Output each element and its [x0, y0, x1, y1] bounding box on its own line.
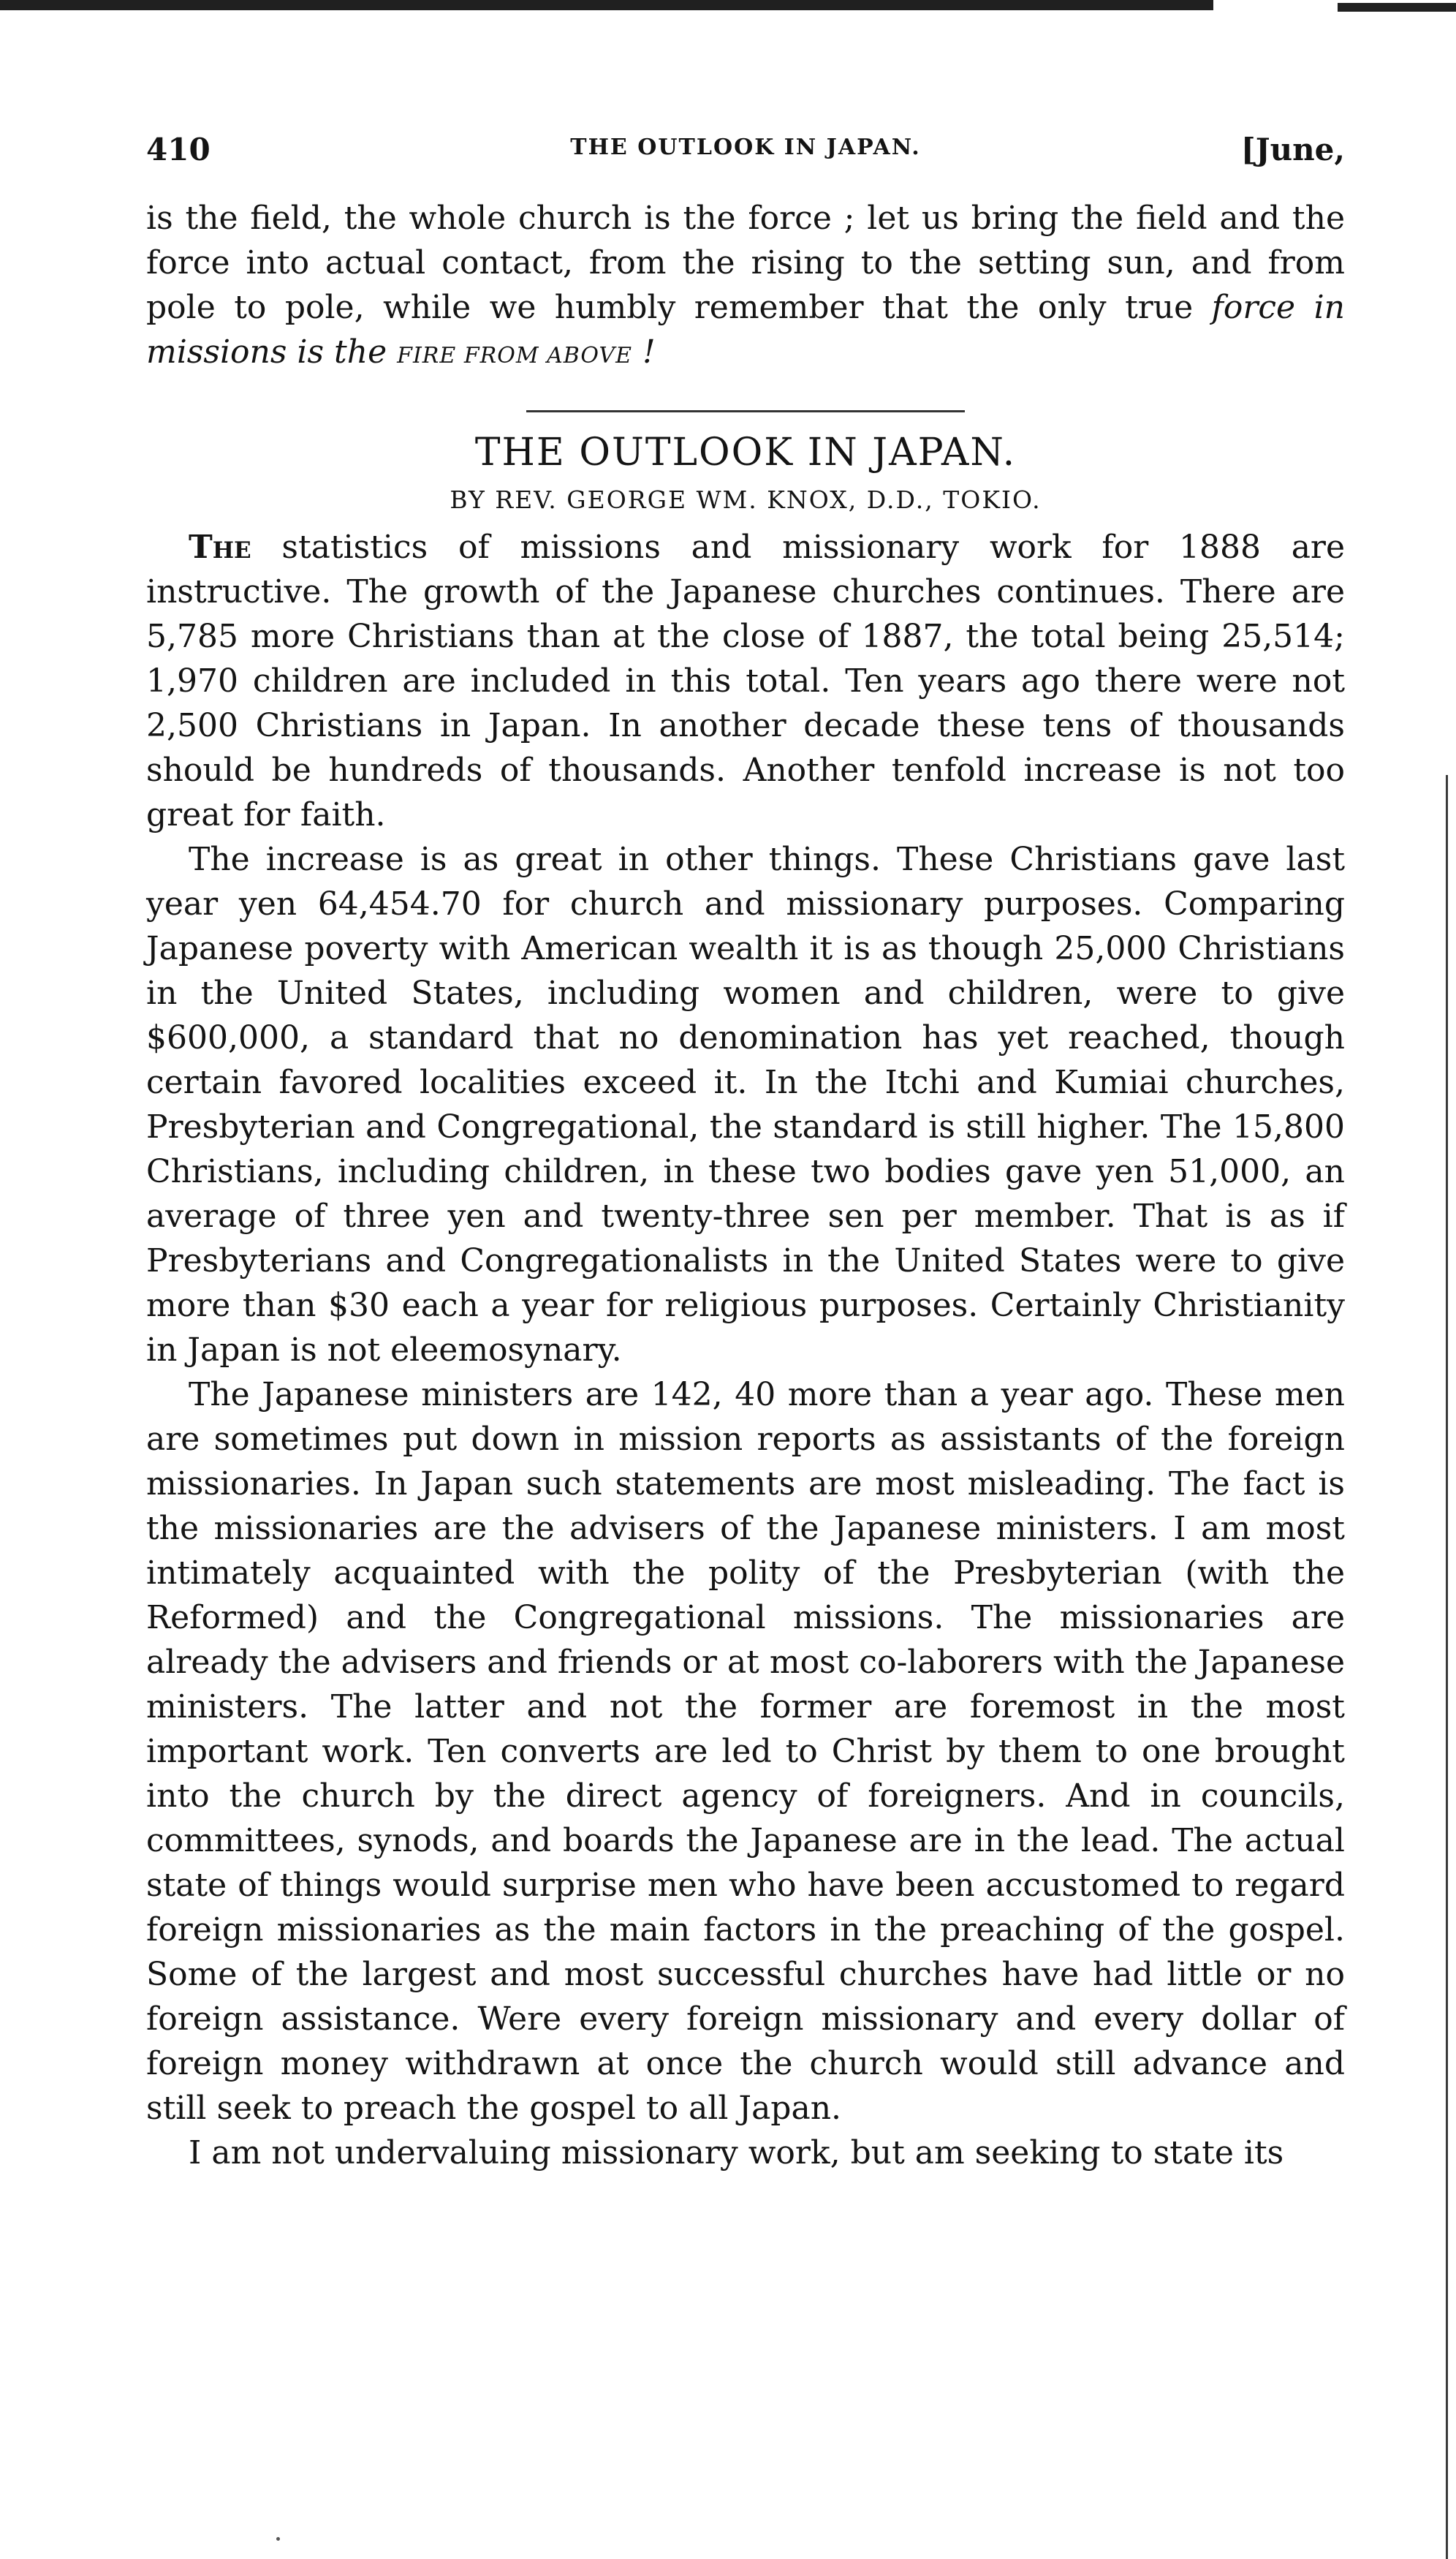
paragraph-3: The Japanese ministers are 142, 40 more than a year ago. These men are sometimes put down in mission reports as assistants of the foreign missionaries. In Japan such statements are most misleading. The fact is the missionaries are the advisers of the Japanese ministers. I am most intimately acquainted with the polity of the Presbyterian (with the Reformed) and the Congregational missions. The missionaries are already the advisers and friends or at most co-laborers with the Japanese ministers. The latter and not the former are foremost in the most important work. Ten converts are led to Christ by them to one brought into the church by the direct agency of foreigners. And in councils, committees, synods, and boards the Japanese are in the lead. The actual state of things would surprise men who have been accustomed to regard foreign missionaries as the main factors in the preaching of the gospel. Some of the largest and most successful churches have had little or no foreign assistance. Were every foreign missionary and every dollar of foreign money withdrawn at once the church would still advance and still seek to preach the gospel to all Japan. — [146, 1376, 1345, 2127]
scan-top-border-right — [1338, 3, 1456, 12]
paragraph-1-text: statistics of missions and missionary work for 1888 are instructive. The growth of the Japanese churches continues. There are 5,785 more Christians than at the close of 1887, the total being 25,514; 1,970 children are included in this total. Ten years ago there were not 2,500 Christians in Japan. In another decade these tens of thousands should be hundreds of thousands. Another tenfold increase is not too great for faith. — [146, 529, 1345, 834]
paragraph-1 — [146, 525, 1345, 837]
section-divider — [526, 410, 965, 412]
scan-speck — [276, 2537, 280, 2541]
running-head-date: [June, — [1240, 132, 1345, 167]
paragraph-2: The increase is as great in other things. These Christians gave last year yen 64,454.70 for church and missionary purposes. Comparing Japanese poverty with American wealth it is as though 25,000 Christians in the United States, including women and children, were to give $600,000, a standard that no denomination has yet reached, though certain favored localities exceed it. In the Itchi and Kumiai churches, Presbyterian and Congregational, the standard is still higher. The 15,800 Christians, including children, in these two bodies gave yen 51,000, an average of three yen and twenty-three sen per member. That is as if Presbyterians and Congregationalists in the United States were to give more than $30 each a year for religious purposes. Certainly Christianity in Japan is not eleemosynary. — [146, 841, 1345, 1369]
running-head — [146, 132, 1345, 175]
scan-top-border — [0, 0, 1213, 10]
carryover-paragraph — [146, 196, 1345, 378]
scan-right-edge — [1446, 775, 1448, 2559]
carryover-end: ! — [632, 333, 656, 371]
article-title: THE OUTLOOK IN JAPAN. — [474, 431, 1017, 475]
carryover-italic-word: force — [1211, 289, 1296, 326]
article-byline: BY REV. GEORGE WM. KNOX, D.D., TOKIO. — [450, 485, 1042, 514]
running-head-title: THE OUTLOOK IN JAPAN. — [570, 135, 921, 160]
paragraph-4: I am not undervaluing missionary work, but am seeking to state its — [189, 2134, 1284, 2171]
lead-word: The — [189, 529, 251, 566]
fire-from-above: FIRE FROM ABOVE — [397, 343, 632, 368]
carryover-text: is the field, the whole church is the force ; let us bring the field and the force into actual contact, from the rising to the setting sun, and from pole to pole, while we humbly remember that the only true — [146, 200, 1345, 326]
page-number: 410 — [146, 132, 211, 167]
carryover-tail: in missions is the — [146, 289, 1345, 371]
book-page — [146, 132, 1345, 2175]
